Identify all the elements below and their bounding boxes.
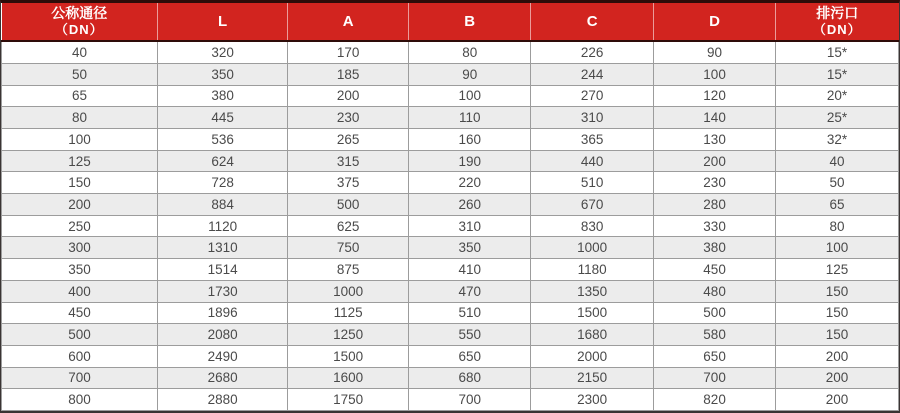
table-cell: 580: [654, 324, 776, 346]
table-cell: 190: [409, 150, 531, 172]
table-row: [2, 172, 899, 194]
table-cell: 650: [654, 345, 776, 367]
table-cell: 130: [654, 129, 776, 151]
table-row: [2, 194, 899, 216]
table-cell: 2150: [531, 367, 654, 389]
table-cell: 2880: [158, 389, 288, 411]
table-cell: 700: [409, 389, 531, 411]
table-cell: 110: [409, 107, 531, 129]
col-header-nominal-diameter-label: 公称通径: [51, 5, 108, 21]
table-cell: 270: [531, 85, 654, 107]
table-cell: 15*: [776, 63, 899, 85]
table-cell: 265: [288, 129, 409, 151]
table-cell: 875: [288, 259, 409, 281]
table-cell: 40: [776, 150, 899, 172]
table-cell: 1750: [288, 389, 409, 411]
table-row: [2, 280, 899, 302]
table-cell: 410: [409, 259, 531, 281]
table-cell: 185: [288, 63, 409, 85]
table-cell: 120: [654, 85, 776, 107]
table-cell: 65: [2, 85, 158, 107]
table-cell: 220: [409, 172, 531, 194]
header-row: [2, 3, 899, 41]
table-cell: 1896: [158, 302, 288, 324]
table-cell: 670: [531, 194, 654, 216]
table-row: [2, 63, 899, 85]
table-cell: 280: [654, 194, 776, 216]
table-cell: 1730: [158, 280, 288, 302]
table-cell: 150: [2, 172, 158, 194]
table-cell: 700: [654, 367, 776, 389]
table-cell: 800: [2, 389, 158, 411]
table-cell: 80: [776, 215, 899, 237]
col-header-c-label: C: [586, 12, 598, 30]
col-header-d: [654, 3, 776, 41]
table-cell: 80: [409, 41, 531, 63]
table-cell: 1125: [288, 302, 409, 324]
table-cell: 32*: [776, 129, 899, 151]
table-cell: 244: [531, 63, 654, 85]
table-row: [2, 215, 899, 237]
table-row: [2, 41, 899, 63]
table-cell: 160: [409, 129, 531, 151]
table-cell: 2080: [158, 324, 288, 346]
table-cell: 125: [776, 259, 899, 281]
table-cell: 1680: [531, 324, 654, 346]
table-cell: 2680: [158, 367, 288, 389]
col-header-b: [409, 3, 531, 41]
table-cell: 90: [409, 63, 531, 85]
table-cell: 550: [409, 324, 531, 346]
table-cell: 1000: [531, 237, 654, 259]
table-cell: 25*: [776, 107, 899, 129]
table-cell: 200: [776, 345, 899, 367]
table-cell: 375: [288, 172, 409, 194]
table-cell: 1120: [158, 215, 288, 237]
table-row: [2, 389, 899, 411]
valve-dimensions-table: [1, 3, 899, 411]
col-header-drain-port-label: 排污口: [816, 5, 859, 21]
table-cell: 65: [776, 194, 899, 216]
table-row: [2, 302, 899, 324]
table-cell: 400: [2, 280, 158, 302]
col-header-drain-port-unit: （DN）: [812, 22, 862, 38]
table-cell: 350: [409, 237, 531, 259]
table-cell: 2000: [531, 345, 654, 367]
table-cell: 500: [288, 194, 409, 216]
table-cell: 440: [531, 150, 654, 172]
col-header-c: [531, 3, 654, 41]
table-cell: 1180: [531, 259, 654, 281]
table-cell: 830: [531, 215, 654, 237]
table-cell: 310: [531, 107, 654, 129]
table-cell: 1350: [531, 280, 654, 302]
table-cell: 230: [654, 172, 776, 194]
table-cell: 40: [2, 41, 158, 63]
table-cell: 2490: [158, 345, 288, 367]
table-row: [2, 237, 899, 259]
table-cell: 100: [654, 63, 776, 85]
col-header-b-label: B: [464, 12, 476, 30]
table-cell: 510: [409, 302, 531, 324]
col-header-drain-port: [776, 3, 899, 41]
table-row: [2, 367, 899, 389]
table-cell: 200: [288, 85, 409, 107]
table-cell: 500: [2, 324, 158, 346]
table-body: [2, 41, 899, 410]
table-cell: 310: [409, 215, 531, 237]
table-cell: 500: [654, 302, 776, 324]
table-cell: 2300: [531, 389, 654, 411]
table-cell: 365: [531, 129, 654, 151]
table-cell: 445: [158, 107, 288, 129]
col-header-nominal-diameter: [2, 3, 158, 41]
table-cell: 1600: [288, 367, 409, 389]
col-header-l-label: L: [218, 12, 228, 30]
table-cell: 820: [654, 389, 776, 411]
table-cell: 380: [654, 237, 776, 259]
table-row: [2, 107, 899, 129]
table-cell: 250: [2, 215, 158, 237]
table-cell: 15*: [776, 41, 899, 63]
table-cell: 700: [2, 367, 158, 389]
col-header-d-label: D: [709, 12, 720, 30]
table-cell: 80: [2, 107, 158, 129]
table-cell: 140: [654, 107, 776, 129]
table-cell: 480: [654, 280, 776, 302]
table-cell: 650: [409, 345, 531, 367]
table-cell: 100: [2, 129, 158, 151]
table-cell: 1000: [288, 280, 409, 302]
table-row: [2, 150, 899, 172]
table-cell: 90: [654, 41, 776, 63]
table-cell: 680: [409, 367, 531, 389]
col-header-nominal-diameter-unit: （DN）: [54, 22, 104, 38]
table-cell: 315: [288, 150, 409, 172]
table-cell: 50: [2, 63, 158, 85]
table-cell: 625: [288, 215, 409, 237]
table-cell: 170: [288, 41, 409, 63]
table-cell: 230: [288, 107, 409, 129]
table-cell: 200: [776, 389, 899, 411]
table-cell: 1500: [288, 345, 409, 367]
table-cell: 100: [776, 237, 899, 259]
table-cell: 200: [654, 150, 776, 172]
table-cell: 320: [158, 41, 288, 63]
table-cell: 50: [776, 172, 899, 194]
table-cell: 510: [531, 172, 654, 194]
table-cell: 260: [409, 194, 531, 216]
table-cell: 125: [2, 150, 158, 172]
table-cell: 470: [409, 280, 531, 302]
table-cell: 350: [158, 63, 288, 85]
col-header-l: [158, 3, 288, 41]
table-row: [2, 324, 899, 346]
table-cell: 536: [158, 129, 288, 151]
table-cell: 600: [2, 345, 158, 367]
table-cell: 150: [776, 280, 899, 302]
table-cell: 728: [158, 172, 288, 194]
table-cell: 450: [2, 302, 158, 324]
table-row: [2, 259, 899, 281]
table-cell: 450: [654, 259, 776, 281]
table-cell: 150: [776, 324, 899, 346]
table-row: [2, 85, 899, 107]
table-cell: 100: [409, 85, 531, 107]
table-cell: 1514: [158, 259, 288, 281]
table-cell: 1250: [288, 324, 409, 346]
table-cell: 750: [288, 237, 409, 259]
table-cell: 330: [654, 215, 776, 237]
table-cell: 1500: [531, 302, 654, 324]
table-cell: 1310: [158, 237, 288, 259]
table-cell: 20*: [776, 85, 899, 107]
table-cell: 350: [2, 259, 158, 281]
table-cell: 226: [531, 41, 654, 63]
col-header-a-label: A: [342, 12, 354, 30]
table-cell: 300: [2, 237, 158, 259]
table-cell: 624: [158, 150, 288, 172]
col-header-a: [288, 3, 409, 41]
table-row: [2, 129, 899, 151]
table-cell: 200: [776, 367, 899, 389]
table-cell: 200: [2, 194, 158, 216]
table-cell: 380: [158, 85, 288, 107]
table-cell: 150: [776, 302, 899, 324]
table-cell: 884: [158, 194, 288, 216]
table-row: [2, 345, 899, 367]
